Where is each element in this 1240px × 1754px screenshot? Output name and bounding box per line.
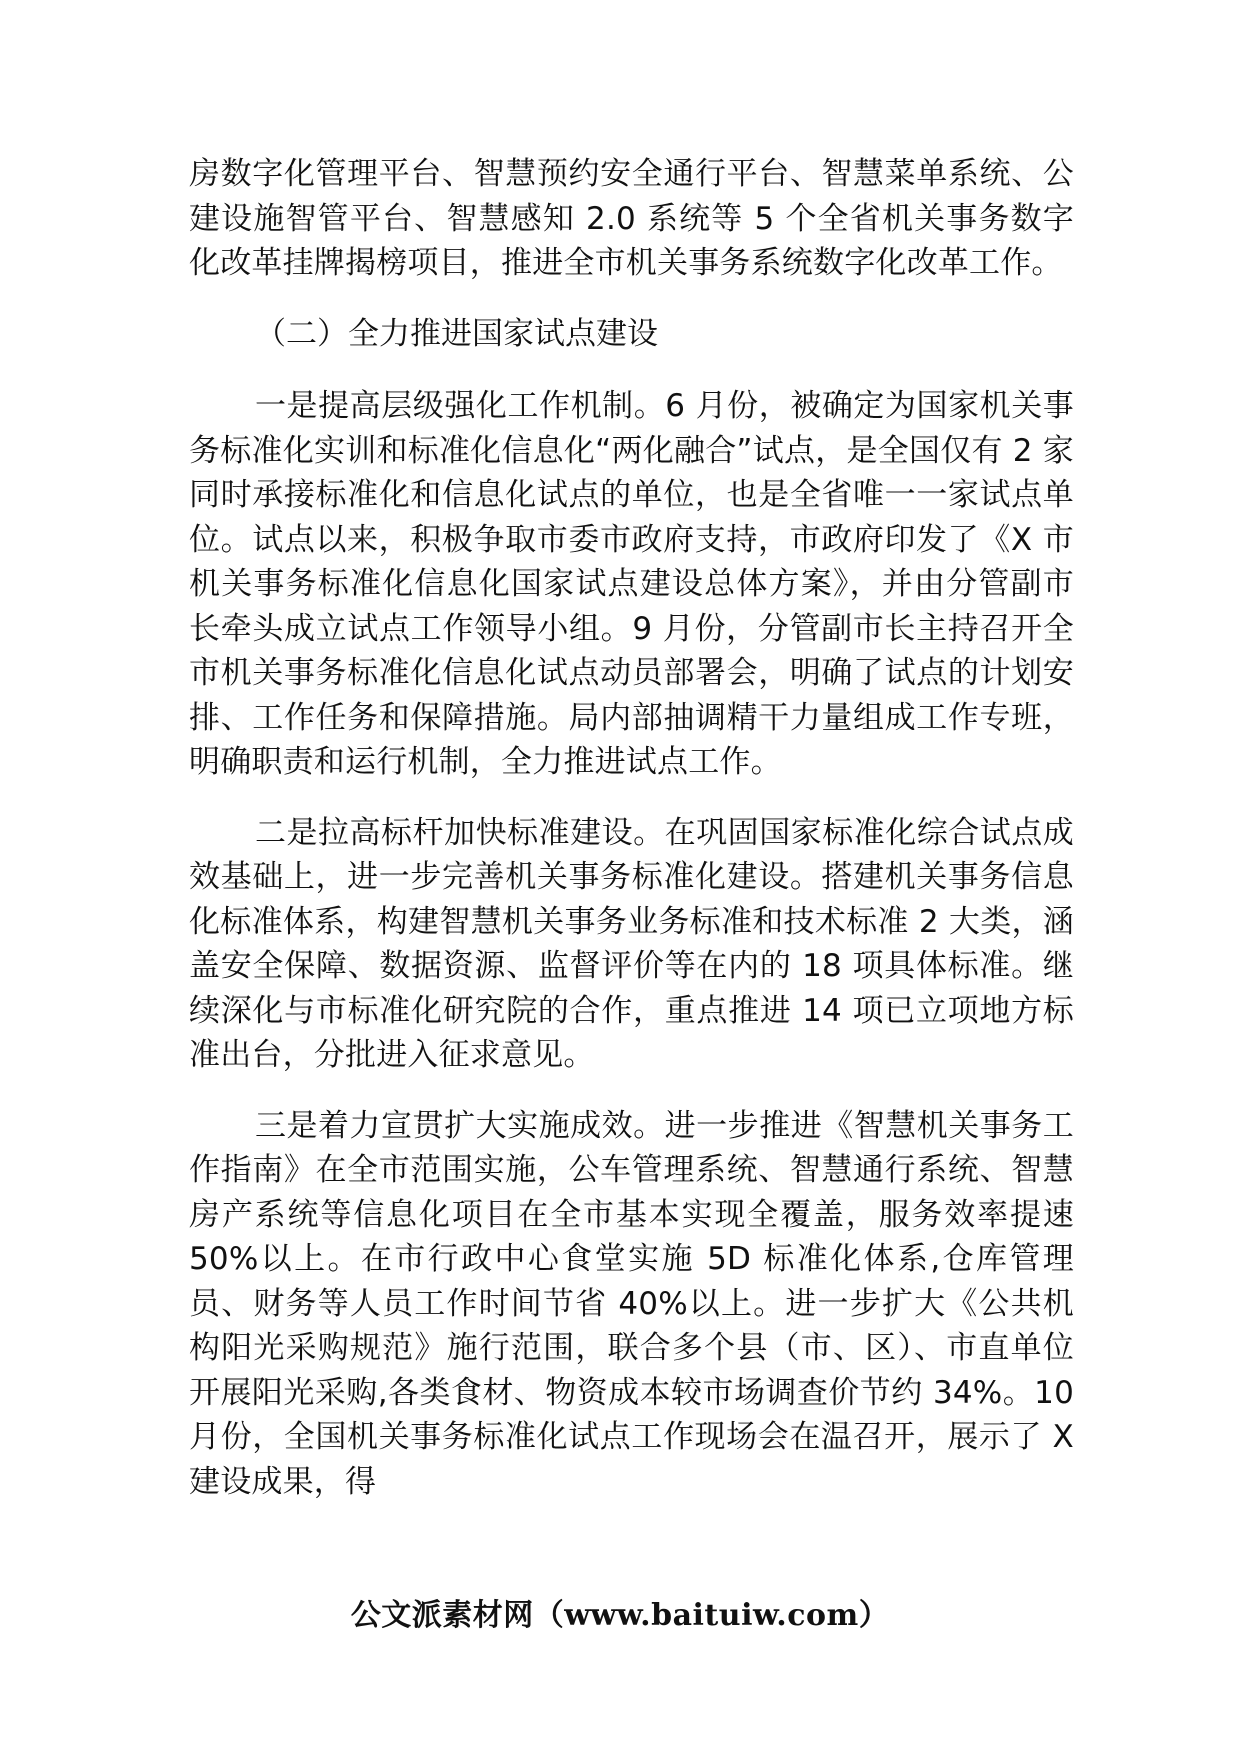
paragraph-intro: 房数字化管理平台、智慧预约安全通行平台、智慧菜单系统、公建设施智管平台、智慧感知 2.0 系统等 5 个全省机关事务数字化改革挂牌揭榜项目，推进全市机关事务系统数字化改革工作。 [189, 156, 1074, 281]
footer-watermark: 公文派素材网（www.baituiw.com） [350, 1598, 890, 1633]
paragraph-mechanism: 一是提高层级强化工作机制。6 月份，被确定为国家机关事务标准化实训和标准化信息化“两化融合”试点，是全国仅有 2 家同时承接标准化和信息化试点的单位，也是全省唯一一家试点单位。试点以来，积极争取市委市政府支持，市政府印发了《X 市机关事务标准化信息化国家试点建设总体方案》，并由分管副市长牵头成立试点工作领导小组。9 月份，分管副市长主持召开全市机关事务标准化信息化试点动员部署会，明确了试点的计划安排、工作任务和保障措施。局内部抽调精干力量组成工作专班，明确职责和运行机制，全力推进试点工作。 [189, 388, 1074, 780]
paragraph-standards: 二是拉高标杆加快标准建设。在巩固国家标准化综合试点成效基础上，进一步完善机关事务标准化建设。搭建机关事务信息化标准体系，构建智慧机关事务业务标准和技术标准 2 大类，涵盖安全保障、数据资源、监督评价等在内的 18 项具体标准。继续深化与市标准化研究院的合作，重点推进 14 项已立项地方标准出台，分批进入征求意见。 [189, 814, 1074, 1073]
paragraph-implementation: 三是着力宣贯扩大实施成效。进一步推进《智慧机关事务工作指南》在全市范围实施，公车管理系统、智慧通行系统、智慧房产系统等信息化项目在全市基本实现全覆盖，服务效率提速 50%以上。在市行政中心食堂实施 5D 标准化体系,仓库管理员、财务等人员工作时间节省 40%以上。进一步扩大《公共机构阳光采购规范》施行范围，联合多个县（市、区）、市直单位开展阳光采购,各类食材、物资成本较市场调查价节约 34%。10 月份，全国机关事务标准化试点工作现场会在温召开，展示了 X 建设成果，得 [189, 1107, 1074, 1500]
document-body [189, 152, 1074, 1530]
section-heading: （二）全力推进国家试点建设 [255, 315, 658, 352]
